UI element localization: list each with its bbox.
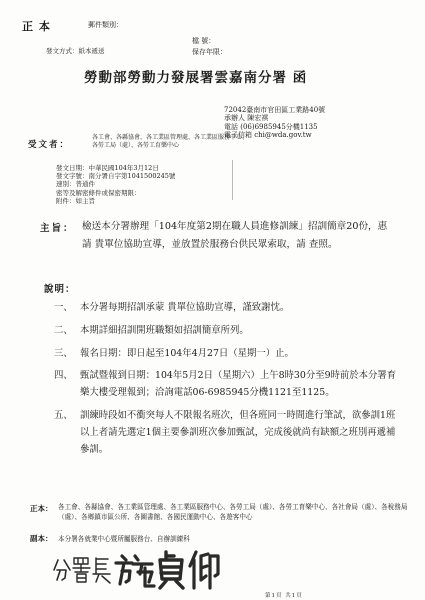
send-method: 發文方式：紙本遞送 <box>46 47 105 55</box>
divider-line <box>232 160 233 200</box>
item-text: 甄試暨報到日期：104年5月2日（星期六）上午8時30分至9時前於本分署育樂大樓受理報到；洽詢電話06-6985945分機1121至1125。 <box>80 370 397 399</box>
contact-email: 電子信箱 chi@wda.gov.tw <box>224 130 312 139</box>
attachment: 附件：如主旨 <box>56 196 95 205</box>
cc-label: 正本： <box>30 504 53 513</box>
item-text: 本期詳細招訓開班職類如招訓簡章所列。 <box>80 324 249 336</box>
item-number: 一、 <box>54 302 73 313</box>
recipient-text: 各工會、各縣協會、各工業區管理處、各工業區服務中心、各勞工局（處）、各勞工育樂中心 <box>92 134 249 149</box>
office-info <box>192 36 227 58</box>
item-number: 二、 <box>54 324 73 336</box>
contact-address: 72042臺南市官田區工業路40號 <box>224 106 326 114</box>
explanation-list <box>54 300 404 464</box>
contact-person: 承辦人 陳宏祺 <box>224 114 269 123</box>
urgency: 速別：普通件 <box>56 180 95 189</box>
subject-label: 主旨： <box>40 223 75 234</box>
item-text: 訓練時段如不衝突每人不限報名班次，但各班同一時間進行筆試，欲參訓1班以上者請先選定1個主要參訓班次參加甄試，完成後就尚有缺額之班別再遞補參訓。 <box>80 409 396 455</box>
list-item <box>54 368 404 402</box>
document-number: 發文字號：南分署自字第1041500245號 <box>56 172 176 181</box>
recipient-label: 受文者： <box>28 140 71 150</box>
issue-date: 發文日期：中華民國104年3月12日 <box>56 164 159 172</box>
agency-title: 勞動部勞動力發展署雲嘉南分署 函 <box>84 70 308 86</box>
cc-text: 各工會、各縣協會、各工業區管理處、各工業區服務中心、各勞工局（處）、各勞工育樂中心、各社會局（處）、各稅務局（處）、各鄉鎮市區公所、各圖書館、各國民運動中心、各遊客中心 <box>58 503 408 522</box>
list-item <box>54 408 404 458</box>
secrecy: 密等及解密條件或保密期限： <box>56 188 141 197</box>
contact-phone: 電話 (06)6985945分機1135 <box>224 122 318 131</box>
document-meta <box>56 164 175 205</box>
item-number: 四、 <box>54 370 73 382</box>
copy-label: 副本： <box>30 534 53 543</box>
explanation-label: 說明： <box>44 284 76 295</box>
item-text: 報名日期：即日起至104年4月27日（星期一）止。 <box>80 347 294 359</box>
item-text: 本分署每期招訓承蒙 貴單位協助宣導，謹致謝忱。 <box>80 302 290 313</box>
copy-text: 本分署各就業中心暨所屬服務台、自辦訓練科 <box>58 535 190 543</box>
subject-text: 檢送本分署辦理「104年度第2期在職人員進修訓練」招訓簡章20份，惠請 貴單位協助宣導，並放置於服務台供民眾索取，請 查照。 <box>82 221 388 250</box>
list-item <box>54 300 404 317</box>
file-type-label: 郵件類別： <box>88 21 123 29</box>
signature-image <box>50 546 220 590</box>
classification-label: 正 本 <box>22 20 51 33</box>
list-item <box>54 346 404 363</box>
item-number: 三、 <box>54 347 73 359</box>
page-number: 第1頁 共1頁 <box>265 593 303 599</box>
list-item <box>54 323 404 340</box>
item-number: 五、 <box>54 409 73 421</box>
retention-period: 保存年限： <box>192 48 227 56</box>
file-number: 檔 號： <box>192 37 216 45</box>
